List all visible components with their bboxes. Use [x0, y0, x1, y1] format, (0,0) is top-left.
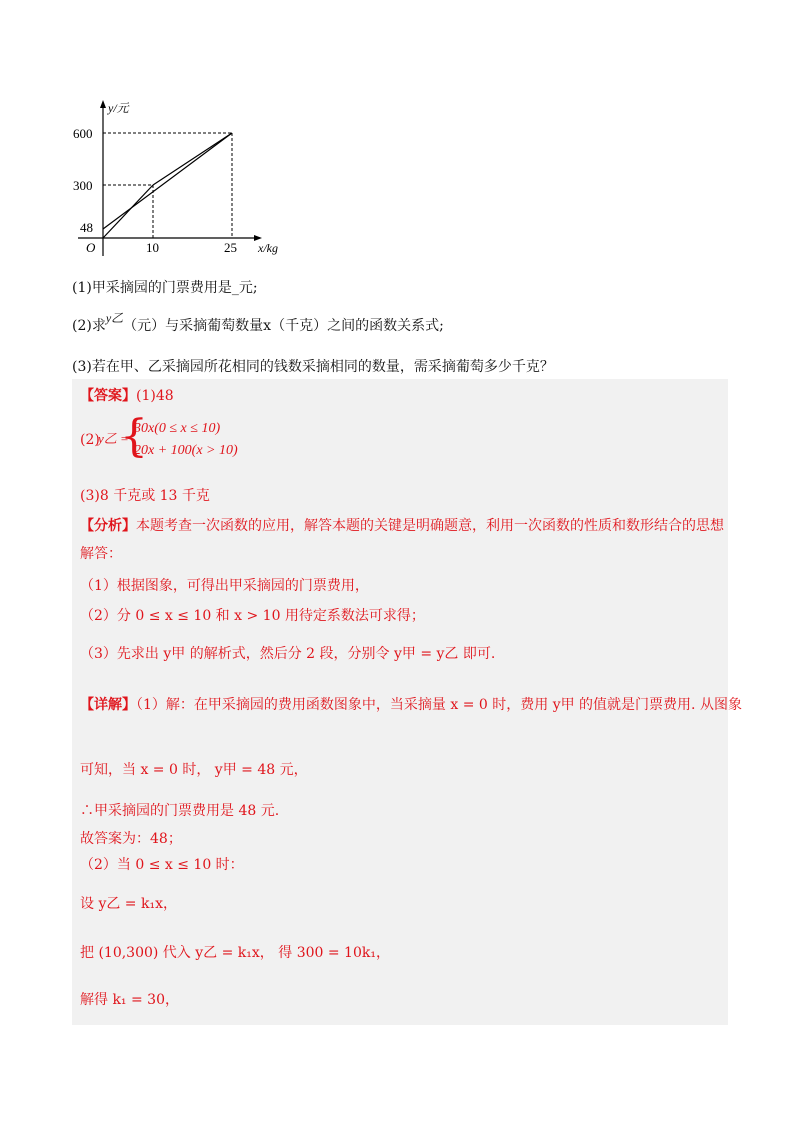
analysis-step-1: （1）根据图象，可得出甲采摘园的门票费用，: [80, 578, 369, 594]
analysis-tag: 【分析】: [80, 518, 136, 534]
line-yi-1: [103, 185, 153, 238]
analysis-line-2: 解答：: [80, 546, 122, 562]
detail-line-3: ∴甲采摘园的门票费用是 48 元.: [80, 803, 280, 819]
question-1: (1)甲采摘园的门票费用是_元;: [72, 280, 258, 296]
detail-tag: 【详解】: [80, 697, 136, 713]
analysis-line-1: [80, 515, 724, 535]
line-yi-2: [153, 133, 232, 185]
answer-2-piecewise: [80, 411, 280, 463]
y-axis-label: y/元: [108, 101, 129, 115]
answer-2-case-1: 30x(0 ≤ x ≤ 10): [134, 421, 221, 436]
detail-line-6: 设 y乙 = k₁x，: [80, 896, 177, 912]
q2-suffix: （元）与采摘葡萄数量x（千克）之间的函数关系式;: [123, 318, 444, 334]
analysis-text: 本题考查一次函数的应用，解答本题的关键是明确题意，利用一次函数的性质和数形结合的思想: [136, 518, 724, 534]
question-2: [72, 311, 444, 335]
analysis-step-2: （2）分 0 ≤ x ≤ 10 和 x > 10 用待定系数法可求得；: [80, 608, 425, 624]
detail-text-1: （1）解：在甲采摘园的费用函数图象中，当采摘量 x = 0 时，费用 y甲 的值就是门票费用. 从图象: [136, 697, 742, 713]
detail-line-4: 故答案为：48；: [80, 831, 182, 847]
line-jia: [103, 133, 232, 229]
answer-line-1: [80, 385, 174, 405]
y-tick-600: 600: [73, 126, 93, 141]
answer-tag: 【答案】: [80, 388, 136, 404]
y-tick-48: 48: [80, 220, 93, 235]
detail-line-5: （2）当 0 ≤ x ≤ 10 时：: [80, 857, 244, 873]
q2-prefix: (2)求: [72, 318, 106, 334]
answer-1: (1)48: [136, 388, 174, 404]
x-axis-label: x/kg: [258, 241, 278, 255]
answer-2-prefix: (2): [80, 432, 100, 448]
analysis-step-3: （3）先求出 y甲 的解析式，然后分 2 段，分别令 y甲 = y乙 即可.: [80, 646, 496, 662]
x-tick-25: 25: [224, 240, 237, 255]
detail-line-2: 可知，当 x = 0 时， y甲 = 48 元，: [80, 762, 308, 778]
detail-line-7: 把 (10,300) 代入 y乙 = k₁x， 得 300 = 10k₁，: [80, 945, 390, 961]
y-axis-arrow: [100, 100, 106, 108]
detail-line-1: [80, 694, 742, 714]
answer-3: (3)8 千克或 13 千克: [80, 488, 210, 504]
question-3: (3)若在甲、乙采摘园所花相同的钱数采摘相同的数量，需采摘葡萄多少千克？: [72, 359, 554, 375]
answer-2-lhs: y乙 =: [98, 431, 129, 446]
q2-var: y乙: [105, 311, 124, 325]
answer-2-case-2: 20x + 100(x > 10): [134, 443, 238, 458]
y-tick-300: 300: [73, 178, 93, 193]
origin-label: O: [86, 240, 96, 255]
x-tick-10: 10: [146, 240, 159, 255]
cost-graph: [72, 96, 312, 261]
detail-line-8: 解得 k₁ = 30，: [80, 992, 179, 1008]
solution-panel: [72, 379, 742, 1025]
brace-icon: {: [120, 411, 148, 462]
